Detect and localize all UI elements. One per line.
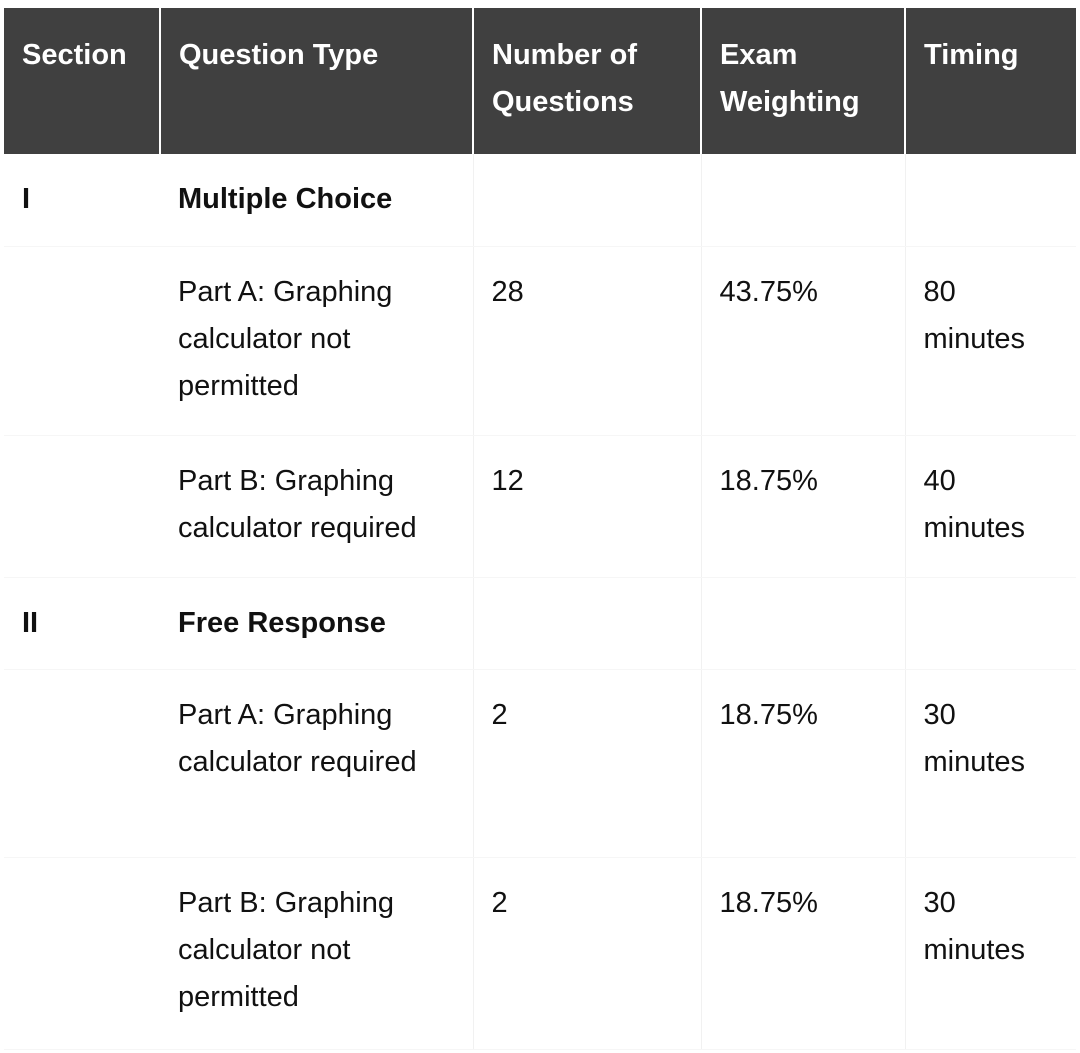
table-row [4,857,1076,1049]
section-cell [4,246,160,435]
header-timing: Timing [905,8,1076,154]
timing-cell: 30 minutes [905,857,1076,1049]
questions-cell [473,154,701,246]
weighting-cell [701,577,905,669]
weighting-cell: 18.75% [701,435,905,577]
table-row [4,669,1076,857]
questions-cell [473,577,701,669]
header-exam-weighting: Exam Weighting [701,8,905,154]
timing-cell [905,577,1076,669]
question-type-cell: Part A: Graphing calculator required [160,669,473,857]
questions-cell: 2 [473,857,701,1049]
weighting-cell: 43.75% [701,246,905,435]
question-type-cell: Part B: Graphing calculator not permitted [160,857,473,1049]
table-row [4,246,1076,435]
timing-cell: 30 minutes [905,669,1076,857]
section-cell [4,669,160,857]
question-type-cell: Part A: Graphing calculator not permitted [160,246,473,435]
section-cell [4,435,160,577]
section-cell [4,857,160,1049]
table-row [4,154,1076,246]
weighting-cell: 18.75% [701,669,905,857]
questions-cell: 12 [473,435,701,577]
table-body [4,154,1076,1049]
weighting-cell: 18.75% [701,857,905,1049]
header-section: Section [4,8,160,154]
timing-cell [905,154,1076,246]
table-header [4,8,1076,154]
timing-cell: 80 minutes [905,246,1076,435]
question-type-cell: Free Response [160,577,473,669]
questions-cell: 2 [473,669,701,857]
section-cell: II [4,577,160,669]
question-type-cell: Part B: Graphing calculator required [160,435,473,577]
timing-cell: 40 minutes [905,435,1076,577]
table-row [4,435,1076,577]
exam-structure-table [4,8,1076,1050]
header-question-type: Question Type [160,8,473,154]
section-cell: I [4,154,160,246]
question-type-cell: Multiple Choice [160,154,473,246]
header-row [4,8,1076,154]
table-row [4,577,1076,669]
header-number-of-questions: Number of Questions [473,8,701,154]
weighting-cell [701,154,905,246]
questions-cell: 28 [473,246,701,435]
